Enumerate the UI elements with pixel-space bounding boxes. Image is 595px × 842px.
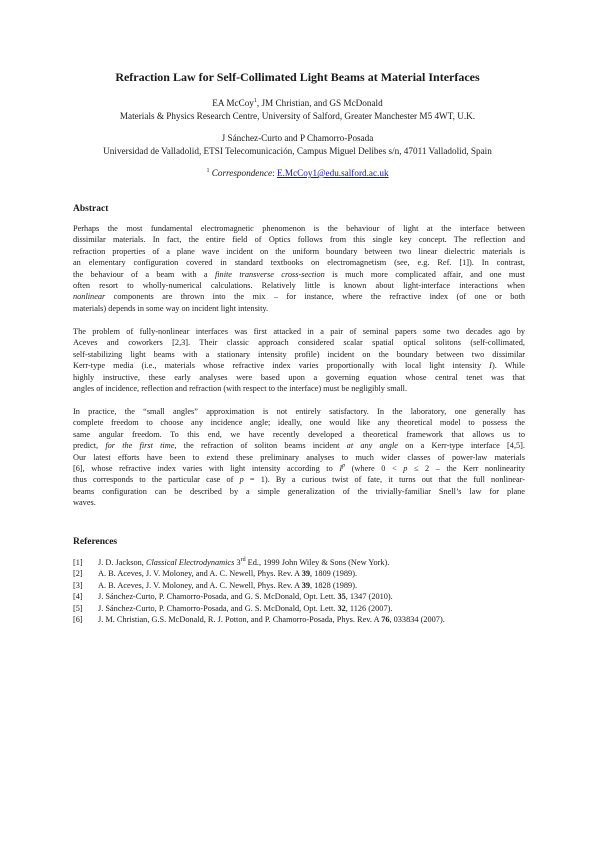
text-line: refraction properties of a plane wave incident on the uniform boundary between two linear dielectric materials is — [73, 246, 525, 256]
reference-number: [4] — [73, 592, 83, 602]
text-run: on a Kerr-type interface [4,5]. — [397, 441, 526, 451]
references-heading: References — [73, 537, 118, 547]
affiliation-1: Materials & Physics Research Centre, University of Salford, Greater Manchester M5 4WT, U.K. — [119, 111, 476, 121]
text-line — [73, 463, 525, 474]
text-run: Kerr-type media (i.e., materials whose refractive index varies proportionally with local light intensity — [73, 361, 490, 371]
text-run: , 1126 (2007). — [345, 603, 393, 613]
references-list — [73, 557, 533, 625]
emphasis: I — [489, 361, 492, 371]
text-line — [73, 440, 525, 451]
text-line: The problem of fully-nonlinear interfaces was first attacked in a pair of seminal papers some two decades ago by — [73, 327, 525, 336]
text-line: beams configuration can be described by a simple generalization of the trivially-familiar Snell’s law for plane — [73, 486, 525, 496]
text-line: dissimilar materials. In fact, the entire field of Optics follows from this single key concept. The reflection and — [73, 235, 525, 245]
author-line-2: J Sánchez-Curto and P Chamorro-Posada — [221, 133, 374, 143]
text-run: predict, — [73, 441, 106, 451]
reference-number: [1] — [73, 558, 83, 567]
text-run: thus corresponds to the particular case of — [73, 475, 240, 485]
text-line — [73, 474, 525, 485]
reference-item — [73, 603, 533, 614]
text-run: A. B. Aceves, J. V. Moloney, and A. C. Newell, Phys. Rev. A — [98, 569, 302, 579]
text-line: Our latest efforts have been to extend these preliminary analyses to much wider classes of power-law materials — [73, 452, 525, 462]
math-symbol: p — [342, 463, 346, 470]
volume: 76 — [381, 615, 390, 625]
volume: 39 — [301, 580, 311, 590]
reference-number: [6] — [73, 615, 83, 625]
reference-text — [98, 591, 393, 602]
text-line — [73, 360, 525, 371]
text-line: complete freedom to choose any incidence angle; ideally, one would like any theoretical model to possess the — [73, 418, 525, 428]
reference-number: [5] — [73, 603, 83, 613]
text-line: highly instructive, these early analyses were based upon a governing equation whose central tenet was that — [73, 372, 525, 382]
text-line: same angular freedom. To this end, we have recently developed a theoretical framework that allows us to — [73, 429, 525, 439]
reference-number: [2] — [73, 569, 83, 579]
text-run: components are thrown into the mix – for instance, where the refractive index (of one or both — [105, 292, 525, 302]
text-run: 3 — [234, 558, 241, 567]
abstract-paragraph-1 — [73, 223, 525, 314]
text-line: self-stabilizing light beams with a stationary intensity profile) incident on the boundary between two dissimilar — [73, 349, 525, 359]
emphasis: at any angle — [346, 441, 398, 451]
text-run: (where 0 < — [345, 464, 404, 474]
math-symbol: I — [339, 464, 343, 474]
text-run: [6], whose refractive index varies with light intensity according to — [73, 464, 340, 474]
corr-email-link[interactable]: E.McCoy1@edu.salford.ac.uk — [277, 168, 389, 178]
math-symbol: p — [403, 464, 408, 474]
math-symbol: p — [239, 475, 244, 485]
emphasis: nonlinear — [73, 292, 106, 302]
reference-text — [98, 557, 389, 568]
reference-number: [3] — [73, 580, 83, 590]
text-line: waves. — [73, 498, 96, 508]
text-run: , the refraction of soliton beams incident — [174, 441, 347, 451]
text-line — [73, 269, 525, 280]
text-run: J. D. Jackson, — [98, 558, 146, 567]
affiliation-2: Universidad de Valladolid, ETSI Telecomunicación, Campus Miguel Delibes s/n, 47011 Valladolid, Spain — [103, 146, 492, 156]
text-run: is much more complicated affair, and one must — [324, 269, 525, 279]
text-run: = 1). By a curious twist of fate, it turns out that the full nonlinear- — [243, 475, 525, 485]
author-footnote-mark: 1 — [253, 97, 257, 104]
emphasis: for the first time — [105, 441, 175, 451]
text-run: , 1828 (1989). — [310, 580, 358, 590]
text-run: , 033834 (2007). — [389, 615, 445, 625]
text-run: J. Sánchez-Curto, P. Chamorro-Posada, and G. S. McDonald, Opt. Lett. — [98, 592, 338, 602]
corr-label: Correspondence — [211, 168, 273, 178]
text-line: an elementary configuration covered in standard textbooks on electromagnetism (see, e.g. Ref. [1]). In contrast, — [73, 258, 525, 268]
text-run: the behaviour of a beam with a — [73, 269, 215, 279]
emphasis: finite transverse cross-section — [214, 269, 325, 279]
author-names-rest: , JM Christian, and GS McDonald — [256, 98, 383, 108]
text-line: often resort to wholly-numerical calculations. Relatively little is known about light-interface interactions when — [73, 281, 525, 291]
reference-text — [98, 603, 392, 614]
reference-item — [73, 591, 533, 602]
text-line: Perhaps the most fundamental electromagnetic phenomenon is the behaviour of light at the interface between — [73, 224, 525, 233]
reference-item — [73, 614, 533, 625]
author-names: EA McCoy — [212, 98, 254, 108]
abstract-paragraph-2 — [73, 326, 525, 394]
text-run: J. M. Christian, G.S. McDonald, R. J. Potton, and P. Chamorro-Posada, Phys. Rev. A — [98, 615, 382, 625]
text-run: A. B. Aceves, J. V. Moloney, and A. C. Newell, Phys. Rev. A — [98, 580, 302, 590]
text-run: Ed., 1999 John Wiley & Sons (New York). — [245, 558, 390, 567]
reference-item — [73, 557, 533, 568]
author-line-1 — [0, 96, 595, 110]
text-line: Aceves and coworkers [2,3]. Their classic approach considered scalar spatial optical solitons (self-collimated, — [73, 338, 525, 348]
text-run: , 1809 (1989). — [310, 569, 358, 579]
corr-colon: : — [272, 168, 277, 178]
book-title: Classical Electrodynamics — [145, 558, 235, 567]
corr-footnote-mark: 1 — [206, 167, 210, 174]
volume: 35 — [337, 592, 346, 602]
reference-item — [73, 580, 533, 591]
text-run: , 1347 (2010). — [345, 592, 393, 602]
reference-text — [98, 580, 357, 591]
text-line: angles of incidence, reflection and refraction (with respect to the interface) must be negligibly small. — [73, 384, 408, 394]
paper-title: Refraction Law for Self-Collimated Light Beams at Material Interfaces — [115, 70, 480, 84]
volume: 39 — [301, 569, 311, 579]
ordinal-suffix: rd — [240, 557, 246, 564]
abstract-paragraph-3 — [73, 406, 525, 509]
text-run: J. Sánchez-Curto, P. Chamorro-Posada, and G. S. McDonald, Opt. Lett. — [98, 603, 338, 613]
reference-item — [73, 568, 533, 579]
correspondence-line — [0, 166, 595, 180]
reference-text — [98, 568, 357, 579]
abstract-heading: Abstract — [73, 204, 109, 214]
volume: 32 — [337, 603, 346, 613]
text-run: ). While — [491, 361, 525, 371]
reference-text — [98, 614, 445, 625]
text-run: ≤ 2 – the Kerr nonlinearity — [407, 464, 525, 474]
text-line: In practice, the “small angles” approximation is not entirely satisfactory. In the laboratory, one generally has — [73, 407, 525, 416]
text-line — [73, 291, 525, 302]
text-line: materials) depends in some way on incident light intensity. — [73, 303, 269, 313]
